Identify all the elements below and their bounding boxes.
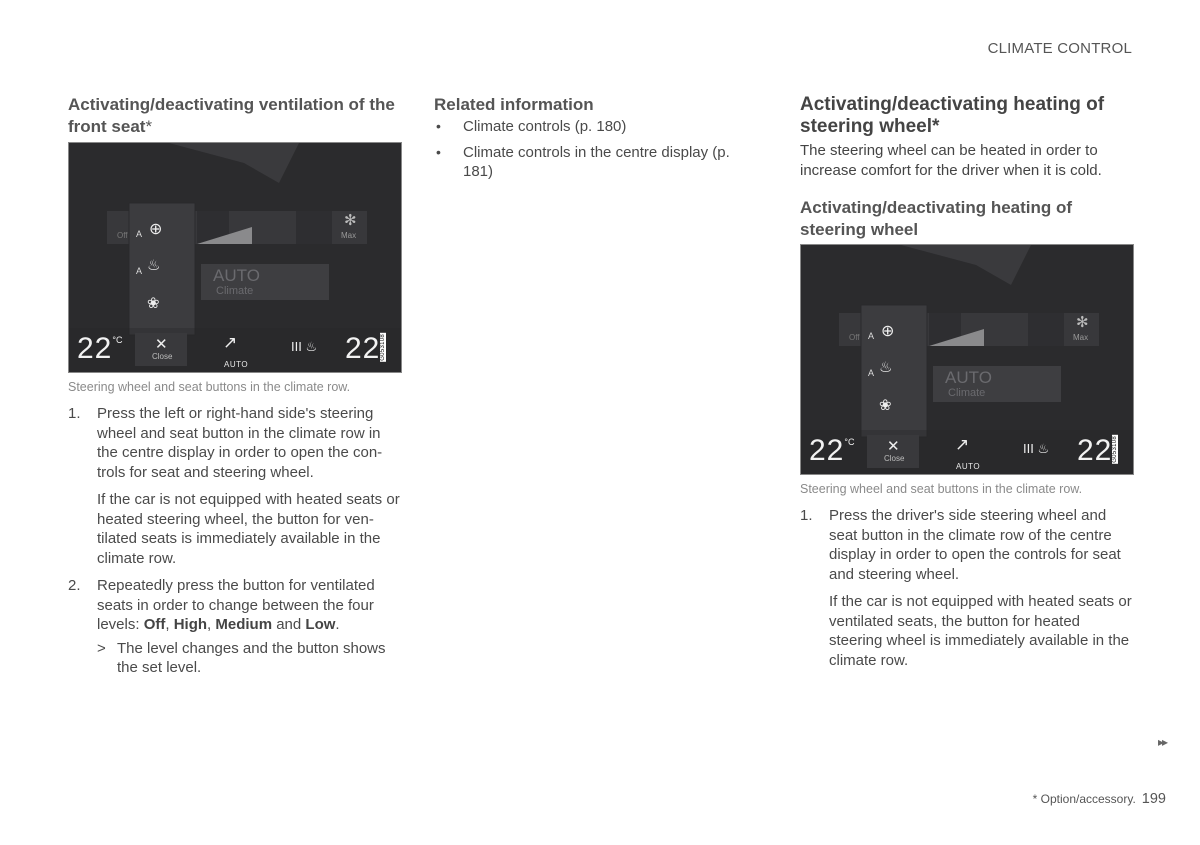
related-link-centre-display[interactable] xyxy=(434,143,734,182)
step-number: 2. xyxy=(68,577,81,594)
wheel-auto-a: A xyxy=(868,331,875,341)
figure-caption: Steering wheel and seat buttons in the climate row. xyxy=(800,482,1083,496)
page-footer xyxy=(1033,791,1166,807)
section-header: CLIMATE CONTROL xyxy=(987,40,1132,57)
fan-max-label: Max xyxy=(341,231,357,240)
middle-column xyxy=(434,94,734,188)
temp-right[interactable]: 22 xyxy=(345,332,381,365)
right-column xyxy=(800,94,1134,678)
steering-heat-subheading: Activating/deactivating heating of steering wheel xyxy=(800,198,1073,239)
airflow-icon[interactable]: ↗ xyxy=(223,333,238,352)
bullet: • xyxy=(436,143,441,160)
level-high: High xyxy=(173,616,208,633)
steering-wheel-heat-icon[interactable]: ⊕ xyxy=(881,323,895,340)
climate-display-figure-2 xyxy=(800,244,1134,475)
temp-left[interactable]: $22^{^\circ C}$ xyxy=(809,434,855,467)
airflow-auto-label: AUTO xyxy=(956,462,981,471)
fan-off-label: Off xyxy=(849,333,860,342)
climate-label: Climate xyxy=(216,285,254,297)
close-label: Close xyxy=(152,352,173,361)
climate-label: Climate xyxy=(948,387,986,399)
climate-display-figure xyxy=(68,142,402,373)
link-text[interactable]: Climate controls in the centre display (p. 181) xyxy=(463,143,730,180)
related-link-climate-controls[interactable] xyxy=(434,117,734,137)
separator: , xyxy=(207,616,216,633)
heat-auto-a: A xyxy=(136,266,143,276)
step-2 xyxy=(68,576,402,678)
steering-wheel-heat-icon[interactable]: ⊕ xyxy=(149,221,163,238)
separator: . xyxy=(335,616,340,633)
ventilation-heading: Activating/deactivating ventilation of the front seat* xyxy=(68,95,395,136)
step-text: Repeatedly press the button for ventilated seats in order to change between the four levels: xyxy=(97,577,375,633)
link-text[interactable]: Climate controls (p. 180) xyxy=(463,118,627,135)
page-number: 199 xyxy=(1141,791,1166,807)
separator: and xyxy=(272,616,306,633)
figure-caption: Steering wheel and seat buttons in the climate row. xyxy=(68,380,351,394)
heat-auto-a: A xyxy=(868,368,875,378)
fan-max-label: Max xyxy=(1073,333,1089,342)
steering-heat-heading: Activating/deactivating heating of steering wheel* xyxy=(800,94,1105,137)
steering-heat-steps xyxy=(800,506,1134,670)
step-text: Press the driver's side steering wheel and seat button in the climate row of the centre display in order to open the controls for seat and steering wheel. xyxy=(829,507,1121,583)
level-low: Low xyxy=(305,616,336,633)
ventilation-steps xyxy=(68,404,402,678)
step-1 xyxy=(68,404,402,568)
step-text: Press the left or right-hand side's steering wheel and seat button in the climate row in the centre display in order to open the con-trols for seat and steering wheel. xyxy=(97,405,383,481)
left-column xyxy=(68,94,402,686)
close-label: Close xyxy=(884,454,905,463)
step-result xyxy=(97,639,402,678)
figure-code: G053108 xyxy=(380,334,386,361)
next-page-arrows[interactable]: ▸▸ xyxy=(1157,735,1166,749)
right-seat-heat-icon[interactable]: III ♨ xyxy=(291,339,318,354)
close-icon[interactable]: ✕ xyxy=(887,438,900,455)
auto-label: AUTO xyxy=(213,266,260,285)
seat-ventilation-icon[interactable]: ❀ xyxy=(147,295,160,312)
steering-heat-intro: The steering wheel can be heated in order to increase comfort for the driver when it is cold. xyxy=(800,142,1102,179)
auto-label: AUTO xyxy=(945,368,992,387)
step-note: If the car is not equipped with heated seats or ventilated seats, the button for heated steering wheel is immediately available in the climate row. xyxy=(829,593,1132,669)
step-number: 1. xyxy=(800,507,813,524)
seat-heat-icon[interactable]: ♨ xyxy=(147,257,161,274)
level-medium: Medium xyxy=(215,616,273,633)
bullet: • xyxy=(436,118,441,134)
fan-icon[interactable]: ✻ xyxy=(344,212,357,229)
temp-left[interactable]: $22^{^\circ C}$ xyxy=(77,332,123,365)
result-text: The level changes and the button shows the set level. xyxy=(117,639,386,676)
airflow-auto-label: AUTO xyxy=(224,360,249,369)
fan-icon[interactable]: ✻ xyxy=(1076,314,1089,331)
step-number: 1. xyxy=(68,405,81,422)
step-1 xyxy=(800,506,1134,670)
airflow-icon[interactable]: ↗ xyxy=(955,435,970,454)
close-icon[interactable]: ✕ xyxy=(155,336,168,353)
related-info-heading: Related information xyxy=(434,95,594,114)
level-off: Off xyxy=(143,616,166,633)
result-marker: > xyxy=(97,639,106,657)
fan-off-label: Off xyxy=(117,231,128,240)
option-note: * Option/accessory. xyxy=(1032,792,1136,806)
step-note: If the car is not equipped with heated seats or heated steering wheel, the button for ven-tilated seats is immediately available in the climate row. xyxy=(97,491,400,567)
figure-code: G053108 xyxy=(1112,436,1118,463)
wheel-auto-a: A xyxy=(136,229,143,239)
related-links xyxy=(434,117,734,182)
separator: , xyxy=(165,616,174,633)
temp-right[interactable]: 22 xyxy=(1077,434,1113,467)
seat-heat-icon[interactable]: ♨ xyxy=(879,359,893,376)
seat-ventilation-icon[interactable]: ❀ xyxy=(879,397,892,414)
right-seat-heat-icon[interactable]: III ♨ xyxy=(1023,441,1050,456)
